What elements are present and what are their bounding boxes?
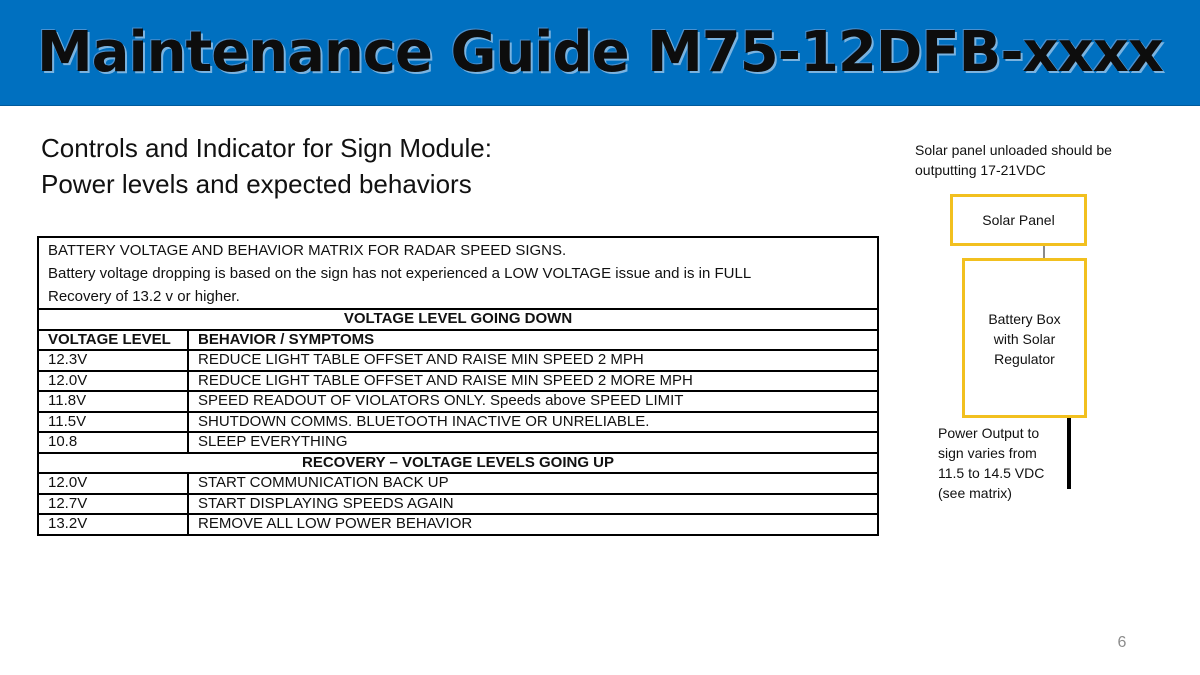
table-row (38, 412, 878, 433)
behavior-cell: SPEED READOUT OF VIOLATORS ONLY. Speeds above SPEED LIMIT (188, 391, 878, 412)
behavior-cell: START COMMUNICATION BACK UP (188, 473, 878, 494)
behavior-cell: REMOVE ALL LOW POWER BEHAVIOR (188, 514, 878, 535)
matrix-intro-line: Battery voltage dropping is based on the sign has not experienced a LOW VOLTAGE issue and is in FULL (48, 265, 752, 282)
table-row (38, 371, 878, 392)
section-header-down: VOLTAGE LEVEL GOING DOWN (38, 309, 878, 330)
note-line: Power Output to (938, 425, 1040, 441)
power-output-wire (1067, 418, 1071, 489)
note-line: Solar panel unloaded should be (915, 142, 1112, 158)
voltage-cell: 12.7V (38, 494, 188, 515)
voltage-cell: 13.2V (38, 514, 188, 535)
table-row (38, 473, 878, 494)
matrix-intro-line: BATTERY VOLTAGE AND BEHAVIOR MATRIX FOR RADAR SPEED SIGNS. (48, 242, 567, 259)
voltage-cell: 10.8 (38, 432, 188, 453)
matrix-intro-line: Recovery of 13.2 v or higher. (48, 288, 240, 305)
battery-box-line: with Solar (993, 331, 1056, 347)
voltage-behavior-matrix (37, 236, 879, 536)
behavior-cell: REDUCE LIGHT TABLE OFFSET AND RAISE MIN SPEED 2 MORE MPH (188, 371, 878, 392)
page-title: Maintenance Guide M75-12DFB-xxxx (36, 20, 1164, 85)
subtitle-line-2: Power levels and expected behaviors (41, 169, 472, 199)
behavior-cell: SLEEP EVERYTHING (188, 432, 878, 453)
battery-box-line: Battery Box (988, 311, 1061, 327)
note-line: sign varies from (938, 445, 1037, 461)
solar-panel-box: Solar Panel (950, 194, 1087, 246)
column-header-voltage: VOLTAGE LEVEL (38, 330, 188, 351)
page-number: 6 (1117, 634, 1127, 651)
note-line: 11.5 to 14.5 VDC (938, 465, 1045, 481)
subtitle-line-1: Controls and Indicator for Sign Module: (41, 133, 492, 163)
section-row-down (38, 309, 878, 330)
matrix-intro-row (38, 237, 878, 309)
voltage-cell: 11.5V (38, 412, 188, 433)
note-line: (see matrix) (938, 485, 1012, 501)
table-row (38, 391, 878, 412)
column-header-row (38, 330, 878, 351)
battery-box-line: Regulator (994, 351, 1055, 367)
table-row (38, 432, 878, 453)
behavior-cell: REDUCE LIGHT TABLE OFFSET AND RAISE MIN SPEED 2 MPH (188, 350, 878, 371)
table-row (38, 514, 878, 535)
note-line: outputting 17-21VDC (915, 162, 1046, 178)
matrix-intro (38, 237, 878, 309)
section-row-up (38, 453, 878, 474)
voltage-cell: 11.8V (38, 391, 188, 412)
behavior-cell: START DISPLAYING SPEEDS AGAIN (188, 494, 878, 515)
panel-battery-connector (1043, 246, 1045, 258)
section-header-up: RECOVERY – VOLTAGE LEVELS GOING UP (38, 453, 878, 474)
solar-panel-note (915, 140, 1112, 180)
title-banner (0, 0, 1200, 106)
battery-box (962, 258, 1087, 418)
voltage-cell: 12.3V (38, 350, 188, 371)
power-output-note (938, 423, 1044, 503)
voltage-cell: 12.0V (38, 371, 188, 392)
table-row (38, 494, 878, 515)
column-header-behavior: BEHAVIOR / SYMPTOMS (188, 330, 878, 351)
behavior-cell: SHUTDOWN COMMS. BLUETOOTH INACTIVE OR UNRELIABLE. (188, 412, 878, 433)
table-row (38, 350, 878, 371)
voltage-cell: 12.0V (38, 473, 188, 494)
